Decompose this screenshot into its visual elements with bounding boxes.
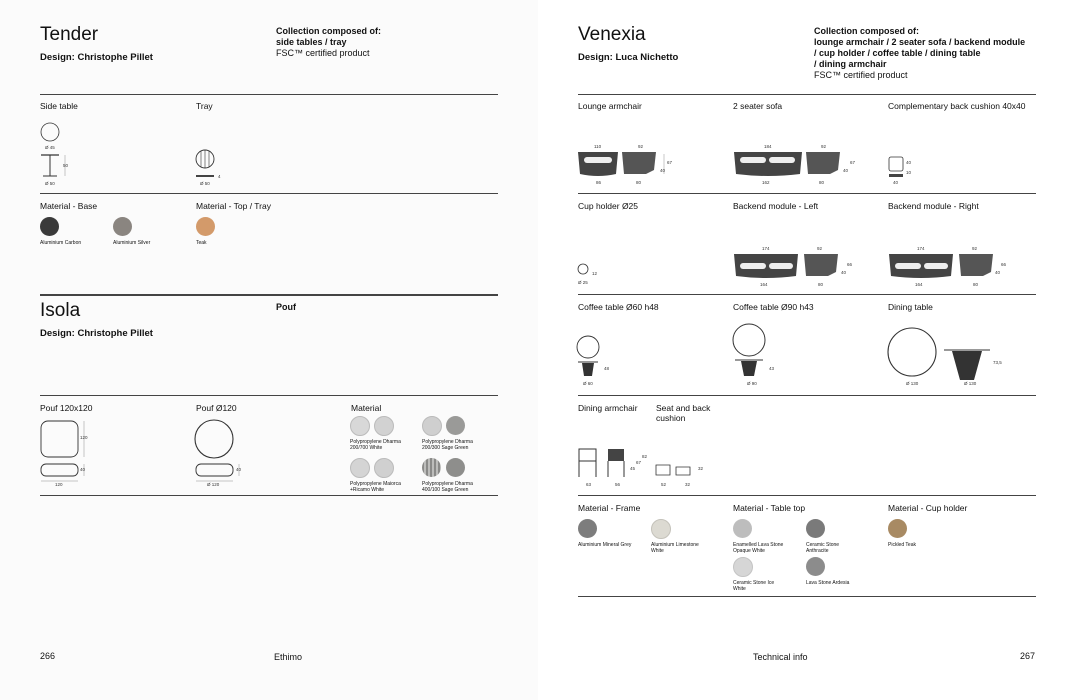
swatch <box>350 458 370 478</box>
swatch <box>806 519 825 538</box>
lounge-armchair-label: Lounge armchair <box>578 101 642 111</box>
divider <box>40 395 498 396</box>
coffee-table-90-label: Coffee table Ø90 h43 <box>733 302 814 312</box>
swatch <box>733 557 753 577</box>
swatch <box>446 458 465 477</box>
swatch <box>446 416 465 435</box>
pouf-round-drawing <box>193 418 245 484</box>
material-top-label: Material - Top / Tray <box>196 201 271 211</box>
dimension-label: 48 <box>604 366 610 371</box>
tender-collection <box>276 26 381 59</box>
swatch <box>806 557 825 576</box>
dimension-label: 63 <box>586 482 592 487</box>
divider <box>40 94 498 95</box>
backend-right-drawing <box>887 250 1027 284</box>
dimension-label: 164 <box>760 282 768 287</box>
swatch-name: Polypropylene Maiorca +Ricamo White <box>350 481 401 493</box>
swatch <box>888 519 907 538</box>
dimension-label: 164 <box>915 282 923 287</box>
dimension-label: Ø 130 <box>906 381 919 386</box>
dining-armchair-label: Dining armchair <box>578 403 638 413</box>
divider <box>578 94 1036 95</box>
dimension-label: 56 <box>615 482 621 487</box>
dimension-label: 12 <box>592 271 598 276</box>
swatch-name: Aluminium Mineral Grey <box>578 542 632 548</box>
fsc-note: FSC™ certified product <box>814 70 908 80</box>
tray-drawing <box>194 148 234 184</box>
swatch <box>578 519 597 538</box>
collection-items: side tables / tray <box>276 37 347 47</box>
dimension-label: 50 <box>63 163 69 168</box>
swatch <box>374 458 394 478</box>
swatch-name: Ceramic Stone Anthracite <box>806 542 840 554</box>
swatch-name: Teak <box>196 240 207 246</box>
swatch <box>651 519 671 539</box>
dimension-label: 52 <box>661 482 667 487</box>
sofa-label: 2 seater sofa <box>733 101 783 111</box>
dimension-label: 43 <box>769 366 775 371</box>
dimension-label: 92 <box>638 144 644 149</box>
dimension-label: 67 <box>667 160 673 165</box>
cushion-drawing <box>887 154 917 180</box>
swatch-name: Aluminium Limestone White <box>651 542 699 554</box>
dimension-label: Ø 25 <box>578 280 588 285</box>
coffee-table-60-drawing <box>576 334 616 380</box>
swatch <box>374 416 394 436</box>
dimension-label: 80 <box>973 282 979 287</box>
page-number: 266 <box>40 651 56 661</box>
dimension-label: 80 <box>819 180 825 185</box>
dimension-label: 40 <box>906 160 912 165</box>
collection-line: lounge armchair / 2 seater sofa / backend module <box>814 37 1026 47</box>
dimension-label: 40 <box>80 467 86 472</box>
dimension-label: 10 <box>906 170 912 175</box>
dimension-label: 40 <box>893 180 899 185</box>
pouf-round-label: Pouf Ø120 <box>196 403 237 413</box>
dimension-label: 45 <box>630 466 636 471</box>
swatch <box>733 519 752 538</box>
collection-heading: Collection composed of: <box>276 26 382 36</box>
swatch <box>350 416 370 436</box>
collection-heading: Collection composed of: <box>814 26 920 36</box>
dimension-label: 32 <box>685 482 691 487</box>
isola-title: Isola <box>40 300 81 321</box>
dimension-label: 40 <box>995 270 1001 275</box>
seat-cushion-label: Seat and back cushion <box>656 403 711 423</box>
material-base-label: Material - Base <box>40 201 98 211</box>
dimension-label: 66 <box>847 262 853 267</box>
divider <box>40 495 498 496</box>
right-page <box>538 0 1076 700</box>
dimension-label: Ø 60 <box>583 381 593 386</box>
brand-footer: Ethimo <box>274 652 303 662</box>
dining-table-drawing <box>886 326 1006 382</box>
material-tabletop-label: Material - Table top <box>733 503 806 513</box>
collection-line: / cup holder / coffee table / dining table <box>814 48 981 58</box>
swatch <box>113 217 132 236</box>
dimension-label: 40 <box>841 270 847 275</box>
page-number: 267 <box>1020 651 1036 661</box>
lounge-armchair-drawing <box>576 148 676 182</box>
dimension-label: 67 <box>850 160 856 165</box>
dimension-label: 40 <box>236 467 242 472</box>
venexia-title: Venexia <box>578 24 646 45</box>
material-label: Material <box>351 403 382 413</box>
dimension-label: Ø 50 <box>200 181 210 186</box>
swatch-name: Pickled Teak <box>888 542 916 548</box>
pouf-square-drawing <box>38 418 90 484</box>
dimension-label: 92 <box>817 246 823 251</box>
swatch-name: Ceramic Stone Ice White <box>733 580 775 592</box>
dimension-label: 67 <box>636 460 642 465</box>
isola-designer: Design: Christophe Pillet <box>40 328 153 339</box>
swatch-name: Polypropylene Dharma 200/300 Sage Green <box>422 439 473 451</box>
dimension-label: 4 <box>218 174 221 179</box>
dimension-label: Ø 50 <box>45 181 55 186</box>
side-table-drawing <box>38 120 78 190</box>
backend-right-label: Backend module - Right <box>888 201 979 211</box>
coffee-table-60-label: Coffee table Ø60 h48 <box>578 302 659 312</box>
tray-label: Tray <box>196 101 213 111</box>
swatch-name: Polypropylene Dharma 200/700 White <box>350 439 401 451</box>
dimension-label: 40 <box>660 168 666 173</box>
dimension-label: Ø 45 <box>45 145 55 150</box>
divider <box>40 294 498 296</box>
dimension-label: 80 <box>818 282 824 287</box>
divider <box>578 294 1036 295</box>
isola-collection <box>276 302 296 313</box>
dimension-label: 82 <box>642 454 648 459</box>
swatch <box>422 458 441 477</box>
swatch <box>40 217 59 236</box>
dimension-label: 162 <box>762 180 770 185</box>
collection-items: Pouf <box>276 302 296 312</box>
swatch <box>196 217 215 236</box>
dimension-label: Ø 130 <box>964 381 977 386</box>
dimension-label: 73,5 <box>993 360 1002 365</box>
divider <box>578 193 1036 194</box>
swatch-name: Enamelled Lava Stone Opaque White <box>733 542 784 554</box>
cup-holder-label: Cup holder Ø25 <box>578 201 639 211</box>
side-table-label: Side table <box>40 101 78 111</box>
sofa-drawing <box>732 148 862 182</box>
dimension-label: 110 <box>594 144 602 149</box>
tender-title: Tender <box>40 24 99 45</box>
dimension-label: 40 <box>843 168 849 173</box>
dimension-label: 174 <box>917 246 925 251</box>
section-footer: Technical info <box>753 652 808 662</box>
dining-table-label: Dining table <box>888 302 933 312</box>
pouf-square-label: Pouf 120x120 <box>40 403 93 413</box>
dimension-label: 92 <box>821 144 827 149</box>
dimension-label: 32 <box>698 466 704 471</box>
dimension-label: 86 <box>596 180 602 185</box>
swatch-name: Lava Stone Ardesia <box>806 580 850 586</box>
divider <box>40 193 498 194</box>
swatch <box>422 416 442 436</box>
divider <box>578 395 1036 396</box>
dimension-label: 184 <box>764 144 772 149</box>
swatch-name: Aluminium Silver <box>113 240 151 246</box>
swatch-name: Aluminium Carbon <box>40 240 82 246</box>
swatch-name: Polypropylene Dharma 400/100 Sage Green <box>422 481 473 493</box>
dimension-label: 66 <box>1001 262 1007 267</box>
coffee-table-90-drawing <box>732 322 778 380</box>
divider <box>578 495 1036 496</box>
venexia-designer: Design: Luca Nichetto <box>578 52 679 63</box>
dimension-label: Ø 120 <box>207 482 220 487</box>
dimension-label: 120 <box>55 482 63 487</box>
material-frame-label: Material - Frame <box>578 503 641 513</box>
material-cupholder-label: Material - Cup holder <box>888 503 968 513</box>
dimension-label: Ø 90 <box>747 381 757 386</box>
dimension-label: 92 <box>972 246 978 251</box>
collection-line: / dining armchair <box>814 59 887 69</box>
back-cushion-label: Complementary back cushion 40x40 <box>888 101 1026 111</box>
dimension-label: 120 <box>80 435 88 440</box>
dimension-label: 80 <box>636 180 642 185</box>
backend-left-label: Backend module - Left <box>733 201 819 211</box>
venexia-collection <box>814 26 1025 81</box>
dimension-label: 174 <box>762 246 770 251</box>
tender-designer: Design: Christophe Pillet <box>40 52 153 63</box>
fsc-note: FSC™ certified product <box>276 48 370 58</box>
divider <box>578 596 1036 597</box>
backend-left-drawing <box>732 250 872 284</box>
